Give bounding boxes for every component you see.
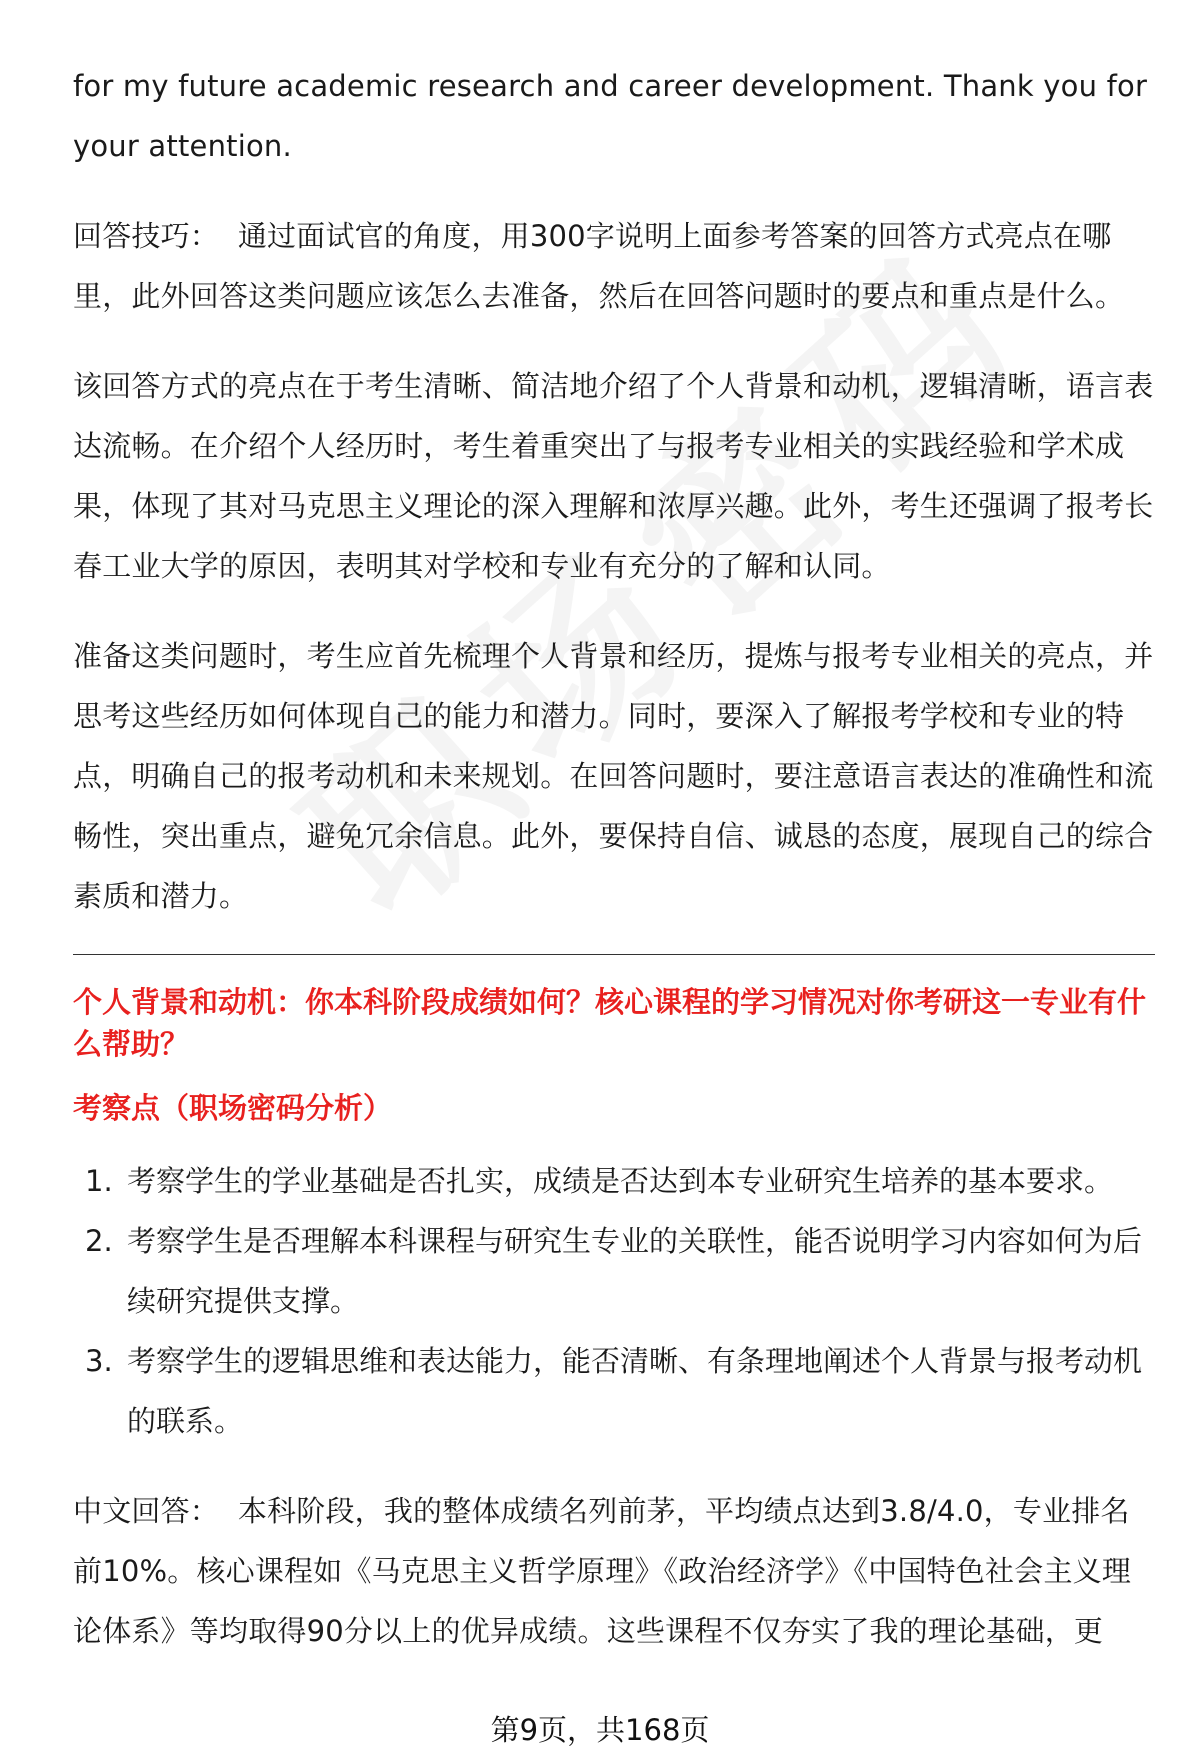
answer-paragraph bbox=[73, 1481, 1155, 1661]
section-divider bbox=[73, 954, 1155, 955]
question-title: 个人背景和动机：你本科阶段成绩如何？核心课程的学习情况对你考研这一专业有什么帮助？ bbox=[73, 985, 1147, 1061]
prep-paragraph: 准备这类问题时，考生应首先梳理个人背景和经历，提炼与报考专业相关的亮点，并思考这些经历如何体现自己的能力和潜力。同时，要深入了解报考学校和专业的特点，明确自己的报考动机和未来规划。在回答问题时，要注意语言表达的准确性和流畅性，突出重点，避免冗余信息。此外，要保持自信、诚恳的态度，展现自己的综合素质和潜力。 bbox=[73, 639, 1154, 913]
list-item-text: 考察学生的逻辑思维和表达能力，能否清晰、有条理地阐述个人背景与报考动机的联系。 bbox=[127, 1344, 1143, 1438]
tip-text: 通过面试官的角度，用300字说明上面参考答案的回答方式亮点在哪里，此外回答这类问题应该怎么去准备，然后在回答问题时的要点和重点是什么。 bbox=[73, 219, 1125, 313]
intro-paragraph bbox=[73, 56, 1155, 176]
list-item-text: 考察学生是否理解本科课程与研究生专业的关联性，能否说明学习内容如何为后续研究提供支撑。 bbox=[127, 1224, 1143, 1318]
highlight-paragraph: 该回答方式的亮点在于考生清晰、简洁地介绍了个人背景和动机，逻辑清晰，语言表达流畅。在介绍个人经历时，考生着重突出了与报考专业相关的实践经验和学术成果，体现了其对马克思主义理论的深入理解和浓厚兴趣。此外，考生还强调了报考长春工业大学的原因，表明其对学校和专业有充分的了解和认同。 bbox=[73, 369, 1154, 583]
page-content bbox=[73, 56, 1155, 1661]
intro-text: for my future academic research and career development. Thank you for your attention. bbox=[73, 69, 1148, 163]
list-item-number: 1. bbox=[85, 1164, 113, 1198]
focus-heading: 考察点（职场密码分析） bbox=[73, 1091, 393, 1125]
tip-label: 回答技巧： bbox=[73, 219, 220, 253]
page-number: 第9页，共168页 bbox=[490, 1713, 710, 1747]
list-item bbox=[73, 1151, 1155, 1211]
focus-points-list bbox=[73, 1151, 1155, 1451]
list-item bbox=[73, 1211, 1155, 1331]
list-item bbox=[73, 1331, 1155, 1451]
list-item-number: 3. bbox=[85, 1344, 113, 1378]
answer-label: 中文回答： bbox=[73, 1494, 220, 1528]
tip-paragraph bbox=[73, 206, 1155, 326]
answer-text: 本科阶段，我的整体成绩名列前茅，平均绩点达到3.8/4.0，专业排名前10%。核心课程如《马克思主义哲学原理》《政治经济学》《中国特色社会主义理论体系》等均取得90分以上的优异成绩。这些课程不仅夯实了我的理论基础，更 bbox=[73, 1494, 1132, 1648]
list-item-number: 2. bbox=[85, 1224, 113, 1258]
list-item-text: 考察学生的学业基础是否扎实，成绩是否达到本专业研究生培养的基本要求。 bbox=[127, 1164, 1114, 1198]
